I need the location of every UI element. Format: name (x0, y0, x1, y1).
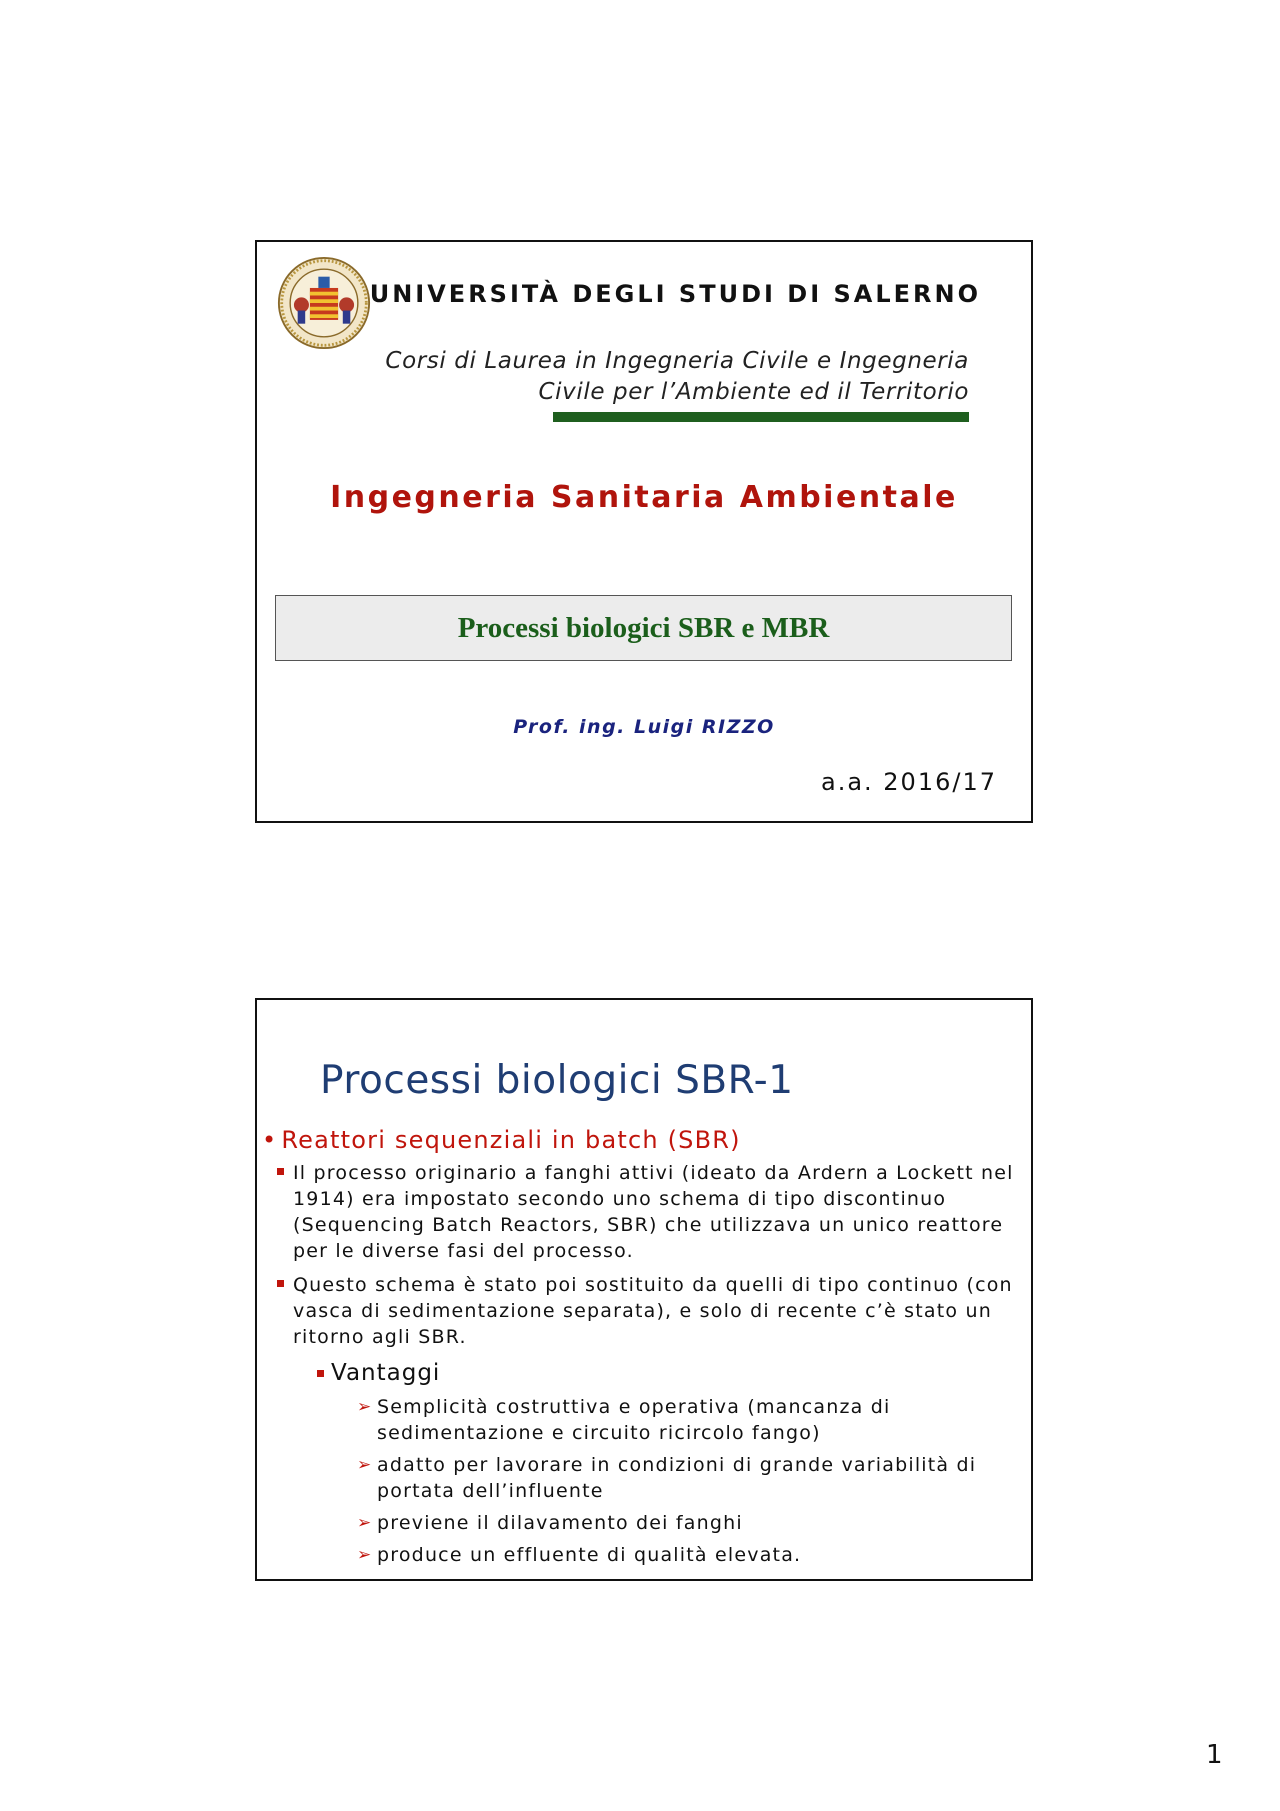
square-bullet-icon (277, 1280, 284, 1287)
arrow-bullet-icon: ➢ (357, 1545, 373, 1565)
arrow-bullet-icon: ➢ (357, 1513, 373, 1533)
green-divider (553, 412, 969, 422)
academic-year: a.a. 2016/17 (820, 768, 997, 796)
advantage-item (357, 1510, 1007, 1536)
advantages-heading-text: Vantaggi (331, 1360, 441, 1386)
slide-2 (255, 998, 1033, 1581)
advantage-item (357, 1542, 1007, 1568)
square-bullet-icon (317, 1370, 324, 1377)
arrow-bullet-icon: ➢ (357, 1397, 373, 1417)
slide-title: Processi biologici SBR-1 (320, 1058, 794, 1103)
main-bullet (262, 1126, 741, 1154)
paragraph-2 (277, 1272, 1017, 1350)
advantage-text: Semplicità costruttiva e operativa (mancanza di sedimentazione e circuito ricircolo fango) (377, 1396, 891, 1444)
degree-line-2: Civile per l’Ambiente ed il Territorio (538, 379, 969, 405)
topic-box (275, 595, 1012, 661)
advantage-text: adatto per lavorare in condizioni di grande variabilità di portata dell’influente (377, 1454, 977, 1502)
advantage-text: previene il dilavamento dei fanghi (377, 1512, 743, 1534)
square-bullet-icon (277, 1168, 284, 1175)
paragraph-text: Questo schema è stato poi sostituito da quelli di tipo continuo (con vasca di sedimentazione separata), e solo di recente c’è stato un ritorno agli SBR. (293, 1274, 1013, 1348)
arrow-bullet-icon: ➢ (357, 1455, 373, 1475)
advantages-heading (317, 1360, 440, 1386)
advantage-item (357, 1452, 1007, 1504)
advantage-text: produce un effluente di qualità elevata. (377, 1544, 802, 1566)
advantage-item (357, 1394, 1007, 1446)
bullet-dot-icon: • (262, 1126, 278, 1154)
degree-line-1: Corsi di Laurea in Ingegneria Civile e Ingegneria (385, 348, 969, 374)
topic-title: Processi biologici SBR e MBR (457, 611, 830, 644)
paragraph-1 (277, 1160, 1017, 1264)
page-number: 1 (1206, 1740, 1223, 1770)
course-title: Ingegneria Sanitaria Ambientale (330, 480, 958, 515)
degree-courses (385, 346, 969, 408)
main-bullet-text: Reattori sequenziali in batch (SBR) (281, 1126, 741, 1154)
professor-name: Prof. ing. Luigi RIZZO (513, 716, 775, 738)
paragraph-text: Il processo originario a fanghi attivi (ideato da Ardern a Lockett nel 1914) era impostato secondo uno schema di tipo discontinuo (Sequencing Batch Reactors, SBR) che utilizzava un unico reattore per le diverse fasi del processo. (293, 1162, 1014, 1262)
university-name: UNIVERSITÀ DEGLI STUDI DI SALERNO (369, 280, 981, 308)
slide-1 (255, 240, 1033, 823)
